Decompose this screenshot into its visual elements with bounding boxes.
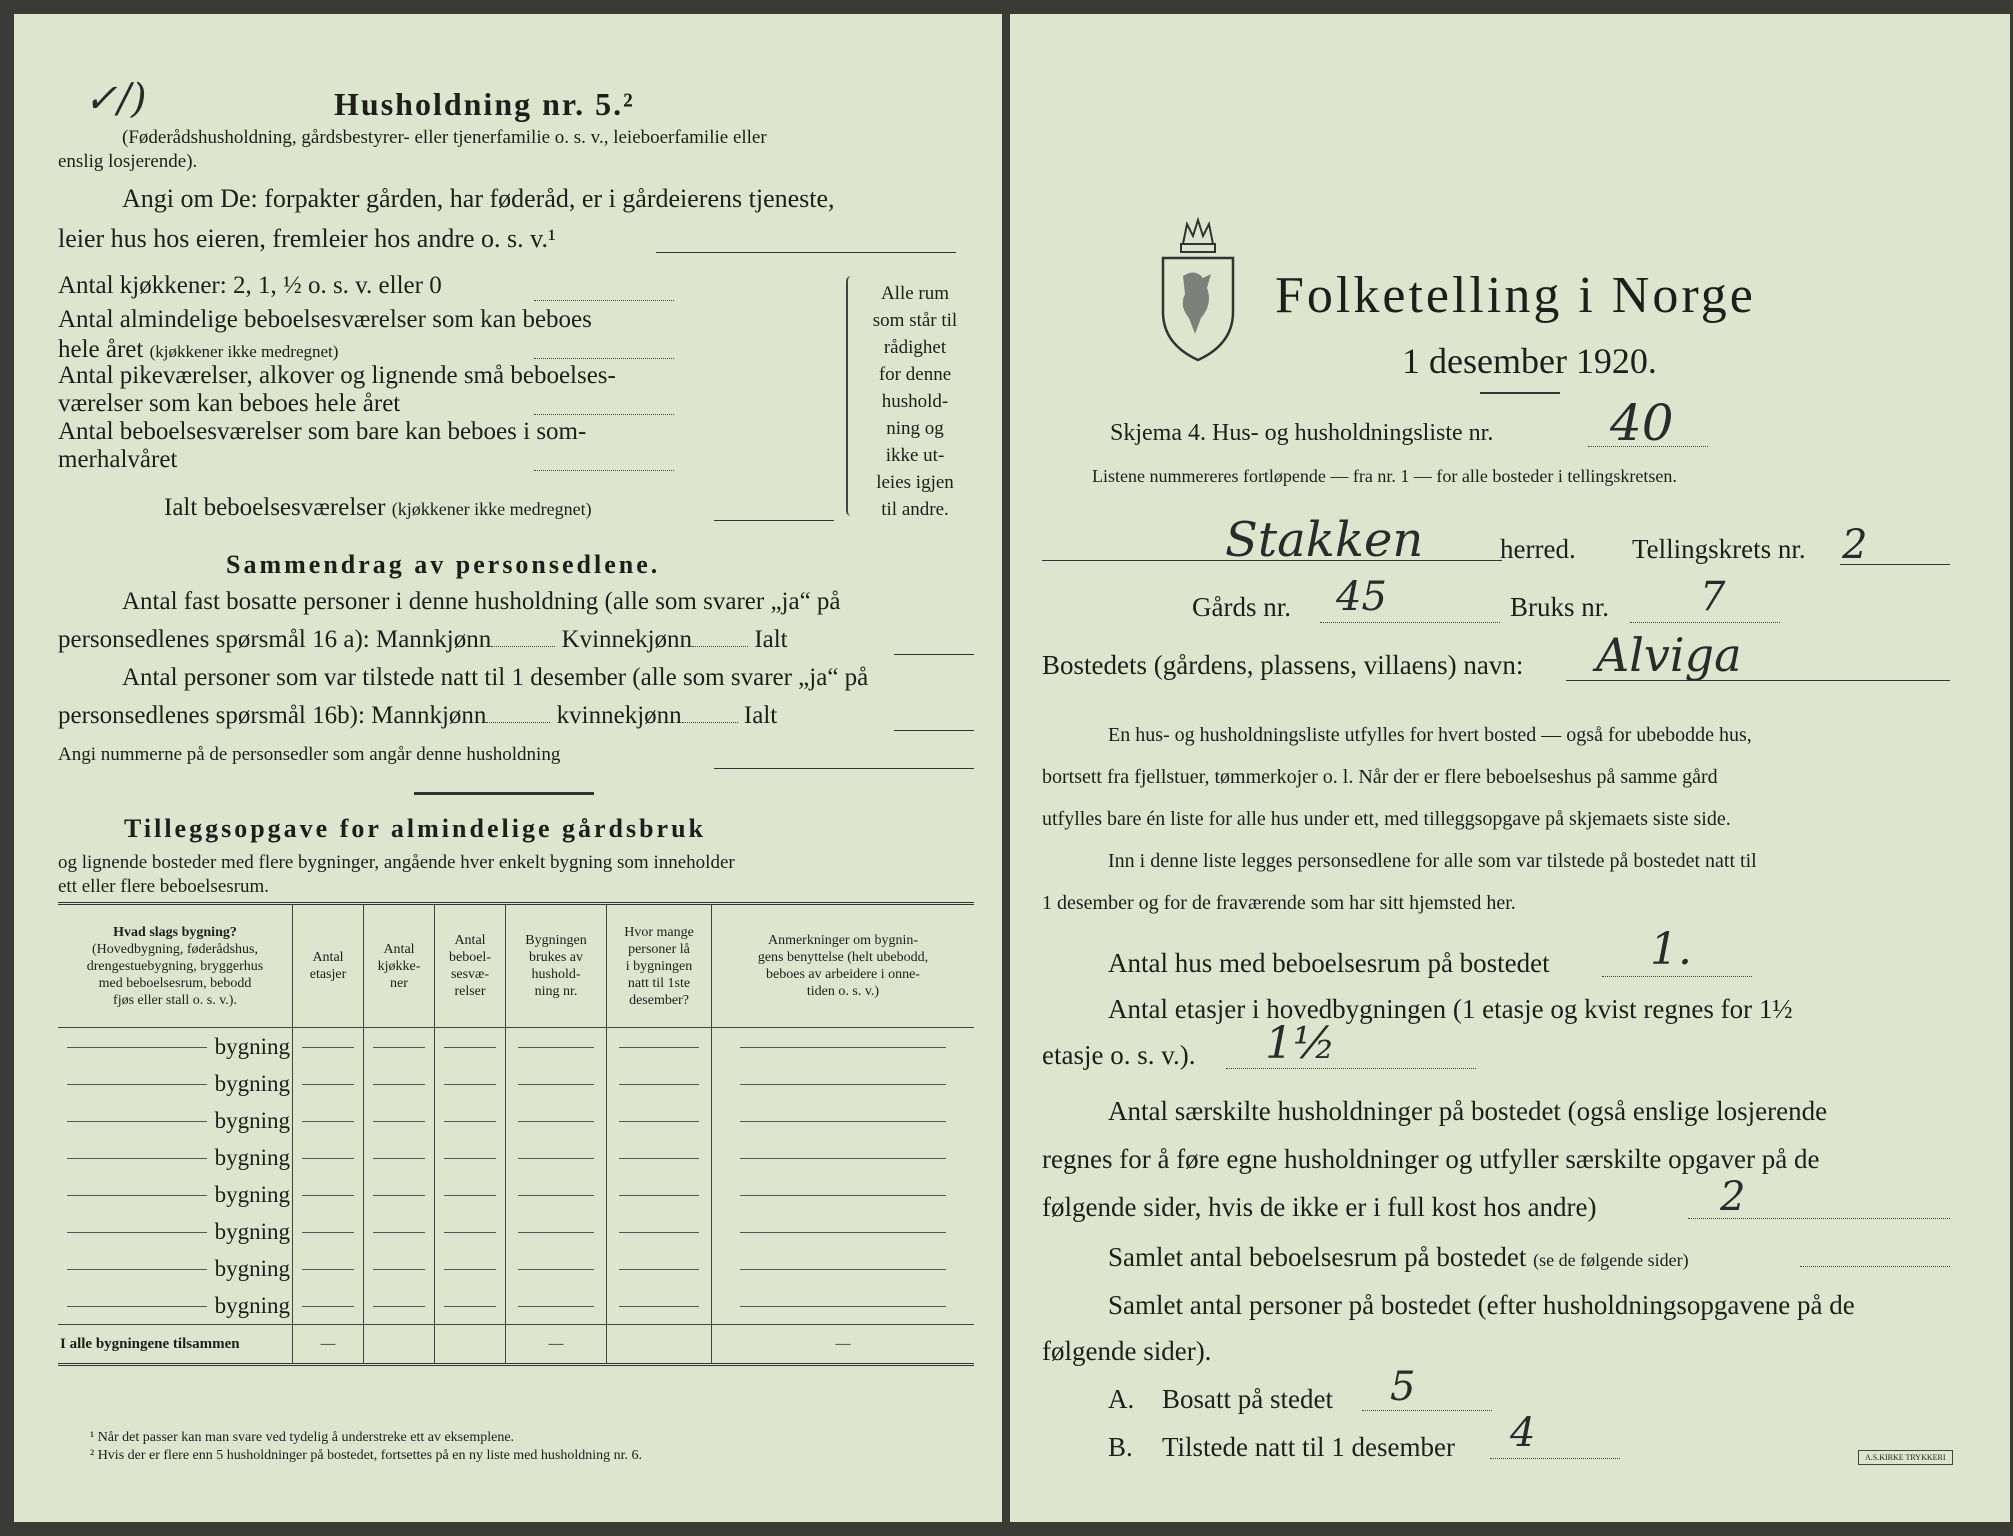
persons-cell[interactable]: [607, 1213, 712, 1250]
remarks-cell[interactable]: [712, 1102, 975, 1139]
rooms-brace: [846, 276, 851, 516]
households-value[interactable]: 2: [1720, 1174, 1746, 1220]
form-title: Folketelling i Norge: [1275, 267, 1756, 324]
floors-cell[interactable]: [293, 1139, 364, 1176]
right-page: [1010, 14, 2010, 1522]
maid-rooms-field[interactable]: [534, 414, 674, 415]
person-numbers-field[interactable]: [714, 768, 974, 769]
floors-value[interactable]: 1½: [1265, 1018, 1336, 1069]
floors-question-2: etasje o. s. v.).: [1042, 1040, 1196, 1070]
total-rooms-label: Ialt beboelsesværelser (kjøkkener ikke medregnet): [164, 494, 592, 521]
bruks-line: [1630, 622, 1780, 623]
total-rooms[interactable]: [435, 1325, 506, 1365]
building-row: [58, 1028, 974, 1066]
ordinary-rooms-label-1: Antal almindelige beboelsesværelser som kan beboes: [58, 306, 592, 333]
summary-line-2: personsedlenes spørsmål 16 a): Mannkjønn Kvinnekjønn Ialt: [58, 626, 788, 653]
building-row-label: bygning: [214, 1144, 290, 1170]
household-subtitle-1: (Føderådshusholdning, gårdsbestyrer- eller tjenerfamilie o. s. v., leieboerfamilie eller: [122, 127, 767, 148]
building-row-label: bygning: [214, 1292, 290, 1318]
resident-line: [1362, 1410, 1492, 1411]
col-building-type: Hvad slags bygning? (Hovedbygning, føderådshus, drengestuebygning, bryggerhus med beboelsesrum, bebodd fjøs eller stall o. s. v.).: [58, 904, 293, 1028]
building-row: [58, 1213, 974, 1250]
present-line: [1490, 1458, 1620, 1459]
households-line: [1688, 1218, 1950, 1219]
persons-question-1: Samlet antal personer på bostedet (efter husholdningsopgavene på de: [1108, 1290, 1855, 1320]
ask-answer-line[interactable]: [656, 252, 956, 253]
info-2-line-1: Inn i denne liste legges personsedlene for alle som var tilstede på bostedet natt til: [1108, 850, 1757, 872]
building-row-label: bygning: [214, 1033, 290, 1059]
building-row-label: bygning: [214, 1107, 290, 1133]
rooms-cell[interactable]: [435, 1028, 506, 1066]
numbering-note: Listene nummereres fortløpende — fra nr. 1 — for alle bosteder i tellingskretsen.: [1092, 466, 1677, 486]
persons-cell[interactable]: [607, 1250, 712, 1287]
persons-cell[interactable]: [607, 1139, 712, 1176]
info-1-line-1: En hus- og husholdningsliste utfylles for hvert bosted — også for ubebodde hus,: [1108, 724, 1752, 746]
building-type-cell[interactable]: [58, 1139, 293, 1176]
houses-line: [1602, 976, 1752, 977]
kitchens-cell[interactable]: [364, 1065, 435, 1102]
building-row-label: bygning: [214, 1255, 290, 1281]
extra-line-1: og lignende bosteder med flere bygninger, angående hver enkelt bygning som inneholder: [58, 852, 735, 873]
summary-title: Sammendrag av personsedlene.: [226, 550, 661, 579]
building-row-label: bygning: [214, 1181, 290, 1207]
building-row: [58, 1102, 974, 1139]
krets-value[interactable]: 2: [1842, 522, 1868, 568]
kitchens-cell[interactable]: [364, 1250, 435, 1287]
summary-total-field-2[interactable]: [894, 730, 974, 731]
total-persons[interactable]: [607, 1325, 712, 1365]
remarks-cell[interactable]: [712, 1028, 975, 1066]
summary-line-4: personsedlenes spørsmål 16b): Mannkjønn kvinnekjønn Ialt: [58, 702, 778, 729]
household-cell[interactable]: [506, 1213, 607, 1250]
footnote-1: ¹ Når det passer kan man svare ved tydelig å understreke ett av eksemplene.: [90, 1430, 515, 1445]
building-row-label: bygning: [214, 1218, 290, 1244]
rooms-cell[interactable]: [435, 1065, 506, 1102]
building-table-header: [58, 904, 974, 1028]
building-total-row: [58, 1325, 974, 1365]
rooms-cell[interactable]: [435, 1139, 506, 1176]
remarks-cell[interactable]: [712, 1139, 975, 1176]
summary-line-5: Angi nummerne på de personsedler som angår denne husholdning: [58, 744, 561, 765]
bosted-line: [1566, 680, 1950, 681]
persons-cell[interactable]: [607, 1028, 712, 1066]
info-1-line-3: utfylles bare én liste for alle hus under ett, med tilleggsopgave på skjemaets siste side.: [1042, 808, 1731, 830]
bosted-label: Bostedets (gårdens, plassens, villaens) navn:: [1042, 650, 1524, 680]
building-type-cell[interactable]: [58, 1213, 293, 1250]
rooms-cell[interactable]: [435, 1287, 506, 1325]
household-cell[interactable]: [506, 1176, 607, 1213]
building-row: [58, 1287, 974, 1325]
floors-question-1: Antal etasjer i hovedbygningen (1 etasje og kvist regnes for 1½: [1108, 994, 1793, 1024]
total-remarks: —: [712, 1325, 975, 1365]
extra-title: Tilleggsopgave for almindelige gårdsbruk: [124, 814, 707, 843]
household-title: Husholdning nr. 5.²: [334, 86, 635, 122]
building-row: [58, 1176, 974, 1213]
bosted-value[interactable]: Alviga: [1596, 628, 1742, 682]
persons-question-2: følgende sider).: [1042, 1336, 1212, 1366]
bruks-value[interactable]: 7: [1700, 574, 1726, 620]
rooms-cell[interactable]: [435, 1102, 506, 1139]
summer-rooms-label-1: Antal beboelsesværelser som bare kan beboes i som-: [58, 418, 587, 445]
present-value[interactable]: 4: [1510, 1410, 1536, 1456]
info-2-line-2: 1 desember og for de fraværende som har sitt hjemsted her.: [1042, 892, 1516, 914]
ordinary-rooms-field[interactable]: [534, 358, 674, 359]
summer-rooms-label-2: merhalvåret: [58, 446, 178, 473]
list-number-line: [1588, 446, 1708, 447]
remarks-cell[interactable]: [712, 1213, 975, 1250]
total-household: —: [506, 1325, 607, 1365]
floors-line: [1226, 1068, 1476, 1069]
floors-cell[interactable]: [293, 1028, 364, 1066]
summary-line-3: Antal personer som var tilstede natt til 1 desember (alle som svarer „ja“ på: [122, 664, 869, 691]
rooms-question: Samlet antal beboelsesrum på bostedet (se de følgende sider): [1108, 1242, 1689, 1272]
total-rooms-field[interactable]: [714, 520, 834, 521]
floors-cell[interactable]: [293, 1102, 364, 1139]
kitchens-cell[interactable]: [364, 1028, 435, 1066]
household-cell[interactable]: [506, 1028, 607, 1066]
gards-label: Gårds nr.: [1192, 592, 1291, 622]
herred-label: herred.: [1500, 534, 1576, 564]
households-question-2: regnes for å føre egne husholdninger og utfyller særskilte opgaver på de: [1042, 1144, 1820, 1174]
resident-label: A.: [1108, 1384, 1135, 1414]
ask-line-1: Angi om De: forpakter gården, har føderåd, er i gårdeierens tjeneste,: [122, 184, 835, 213]
coat-of-arms-icon: [1155, 214, 1241, 364]
printer-stamp: A.S.KIRKE TRYKKERI: [1858, 1450, 1953, 1465]
building-type-cell[interactable]: [58, 1250, 293, 1287]
resident-text: Bosatt på stedet: [1162, 1384, 1333, 1414]
summer-rooms-field[interactable]: [534, 470, 674, 471]
handwritten-check-mark: ✓/): [84, 76, 147, 122]
herred-value[interactable]: Stakken: [1225, 512, 1424, 568]
maid-rooms-label-1: Antal pikeværelser, alkover og lignende små beboelses-: [58, 362, 616, 389]
kitchens-cell[interactable]: [364, 1213, 435, 1250]
summary-line-1: Antal fast bosatte personer i denne husholdning (alle som svarer „ja“ på: [122, 588, 841, 615]
building-row: [58, 1065, 974, 1102]
remarks-cell[interactable]: [712, 1287, 975, 1325]
building-table: [58, 902, 974, 1366]
gards-line: [1320, 622, 1500, 623]
col-household-no: Bygningen brukes av hushold- ning nr.: [506, 904, 607, 1028]
title-divider: [1480, 392, 1560, 394]
building-type-cell[interactable]: [58, 1065, 293, 1102]
floors-cell[interactable]: [293, 1176, 364, 1213]
extra-line-2: ett eller flere beboelsesrum.: [58, 876, 270, 897]
building-row: [58, 1250, 974, 1287]
persons-cell[interactable]: [607, 1287, 712, 1325]
kitchens-cell[interactable]: [364, 1139, 435, 1176]
form-date: 1 desember 1920.: [1402, 341, 1657, 381]
kitchens-cell[interactable]: [364, 1102, 435, 1139]
household-cell[interactable]: [506, 1250, 607, 1287]
col-kitchens: Antal kjøkke- ner: [364, 904, 435, 1028]
building-type-cell[interactable]: [58, 1102, 293, 1139]
left-page: [14, 14, 1002, 1522]
maid-rooms-label-2: værelser som kan beboes hele året: [58, 390, 401, 417]
floors-cell[interactable]: [293, 1065, 364, 1102]
building-type-cell[interactable]: [58, 1028, 293, 1066]
rooms-cell[interactable]: [435, 1250, 506, 1287]
floors-cell[interactable]: [293, 1287, 364, 1325]
herred-line: [1042, 560, 1502, 561]
rooms-side-note: Alle rum som står til rådighet for denne hushold- ning og ikke ut- leies igjen til andre.: [872, 283, 958, 520]
gards-value[interactable]: 45: [1336, 574, 1387, 620]
resident-value[interactable]: 5: [1390, 1364, 1416, 1410]
building-row-label: bygning: [214, 1070, 290, 1096]
ordinary-rooms-label-2: hele året (kjøkkener ikke medregnet): [58, 336, 339, 363]
rooms-line[interactable]: [1800, 1266, 1950, 1267]
remarks-cell[interactable]: [712, 1176, 975, 1213]
krets-label: Tellingskrets nr.: [1632, 534, 1806, 564]
remarks-cell[interactable]: [712, 1250, 975, 1287]
floors-cell[interactable]: [293, 1250, 364, 1287]
rooms-cell[interactable]: [435, 1213, 506, 1250]
col-floors: Antal etasjer: [293, 904, 364, 1028]
houses-value[interactable]: 1.: [1650, 924, 1692, 975]
persons-cell[interactable]: [607, 1102, 712, 1139]
ask-line-2: leier hus hos eieren, fremleier hos andre o. s. v.¹: [58, 224, 556, 253]
households-question-3: følgende sider, hvis de ikke er i full kost hos andre): [1042, 1192, 1597, 1222]
households-question-1: Antal særskilte husholdninger på bostedet (også enslige losjerende: [1108, 1096, 1828, 1126]
household-cell[interactable]: [506, 1065, 607, 1102]
building-type-cell[interactable]: [58, 1287, 293, 1325]
household-cell[interactable]: [506, 1287, 607, 1325]
houses-question: Antal hus med beboelsesrum på bostedet: [1108, 948, 1550, 978]
section-divider: [414, 792, 594, 795]
kitchens-cell[interactable]: [364, 1176, 435, 1213]
col-remarks: Anmerkninger om bygnin- gens benyttelse (helt ubebodd, beboes av arbeidere i onne- tiden o. s. v.): [712, 904, 975, 1028]
remarks-cell[interactable]: [712, 1065, 975, 1102]
kitchens-cell[interactable]: [364, 1287, 435, 1325]
building-type-cell[interactable]: [58, 1176, 293, 1213]
col-rooms: Antal beboel- sesvæ- relser: [435, 904, 506, 1028]
household-cell[interactable]: [506, 1102, 607, 1139]
krets-line: [1840, 564, 1950, 565]
total-floors: —: [293, 1325, 364, 1365]
household-subtitle-2: enslig losjerende).: [58, 151, 198, 172]
building-total-label: I alle bygningene tilsammen: [60, 1335, 240, 1352]
bruks-label: Bruks nr.: [1510, 592, 1610, 622]
kitchens-label: Antal kjøkkener: 2, 1, ½ o. s. v. eller 0: [58, 272, 442, 299]
schema-label: Skjema 4. Hus- og husholdningsliste nr.: [1110, 420, 1494, 446]
persons-cell[interactable]: [607, 1065, 712, 1102]
col-persons: Hvor mange personer lå i bygningen natt til 1ste desember?: [607, 904, 712, 1028]
floors-cell[interactable]: [293, 1213, 364, 1250]
info-1-line-2: bortsett fra fjellstuer, tømmerkojer o. l. Når der er flere beboelseshus på samme gård: [1042, 766, 1718, 788]
summary-total-field-1[interactable]: [894, 654, 974, 655]
total-kitchens[interactable]: [364, 1325, 435, 1365]
rooms-cell[interactable]: [435, 1176, 506, 1213]
footnote-2: ² Hvis der er flere enn 5 husholdninger på bostedet, fortsettes på en ny liste med husholdning nr. 6.: [90, 1448, 643, 1463]
present-text: Tilstede natt til 1 desember: [1162, 1432, 1455, 1462]
list-number-value[interactable]: 40: [1610, 394, 1674, 452]
household-cell[interactable]: [506, 1139, 607, 1176]
present-label: B.: [1108, 1432, 1133, 1462]
kitchens-field[interactable]: [534, 300, 674, 301]
persons-cell[interactable]: [607, 1176, 712, 1213]
building-row: [58, 1139, 974, 1176]
